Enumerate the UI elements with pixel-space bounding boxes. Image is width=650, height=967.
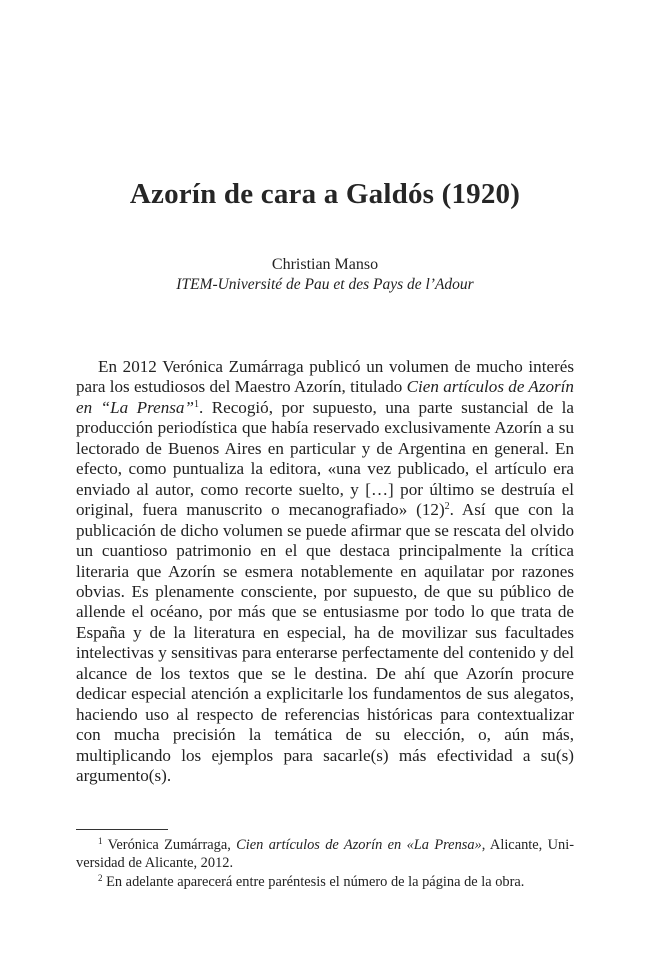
- footnote: [76, 873, 574, 891]
- footnote-text: , Alicante, Universidad de Alicante, 2012.: [76, 837, 575, 872]
- author-affiliation: ITEM-Université de Pau et des Pays de l’Adour: [176, 276, 474, 293]
- footnote-marker: 2: [98, 872, 103, 883]
- paragraph-text: . Así que con la publicación de dicho volumen se puede afirmar que se rescata del olvido un cuantioso patrimonio en el que destaca principalmente la crítica literaria que Azorín se esmera notablemente en aquilatar por razones obvias. Es plenamente consciente, por supuesto, de que su público de allende el océano, por más que se entusiasme por todo lo que trata de España y de la literatura en especial, ha de movilizar sus facultades intelectivas y sensitivas para enterarse perfectamente del contenido y del alcance de los textos que se le destina. De ahí que Azorín procure dedicar especial atención a explicitarle los fundamentos de sus alegatos, haciendo uso al respecto de referencias históricas para contextualizar con mucha precisión la temática de su elección, o, aún más, multiplicando los ejemplos para sacarle(s) más efectividad a su(s) argumento(s).: [76, 500, 574, 786]
- paragraph-text: . Recogió, por supuesto, una parte sustancial de la producción periodística que había reservado exclusivamente Azorín a su lectorado de Buenos Aires en particular y de Argentina en general. En efecto, como puntualiza la editora, «una vez publicado, el artículo era enviado al autor, como recorte suelto, y […] por último se destruía el original, fuera manuscrito o mecanografiado» (12): [76, 397, 574, 520]
- footnote-marker: 1: [98, 836, 103, 846]
- book-title: Cien artículos de Azorín en “La Prensa”: [76, 377, 574, 417]
- footnote-ref: 1: [193, 398, 199, 410]
- footnote-ref: 2: [444, 501, 450, 513]
- footnote-text: En adelante aparecerá entre paréntesis el número de la página de la obra.: [102, 873, 525, 890]
- footnote-book-title: Cien artículos de Azorín en «La Prensa»: [236, 837, 482, 853]
- footnote: [76, 836, 574, 873]
- paragraph: [76, 357, 574, 787]
- paper-title: Azorín de cara a Galdós (1920): [129, 178, 521, 210]
- footnotes: [76, 836, 574, 891]
- footnote-text: Verónica Zumárraga,: [102, 837, 237, 853]
- footnote-separator: [76, 829, 168, 830]
- author-name: Christian Manso: [271, 256, 379, 273]
- paragraph-text: En 2012 Verónica Zumárraga publicó un volumen de mucho interés para los estudiosos del Maestro Azorín, titulado: [76, 357, 574, 397]
- body-text: [76, 357, 574, 787]
